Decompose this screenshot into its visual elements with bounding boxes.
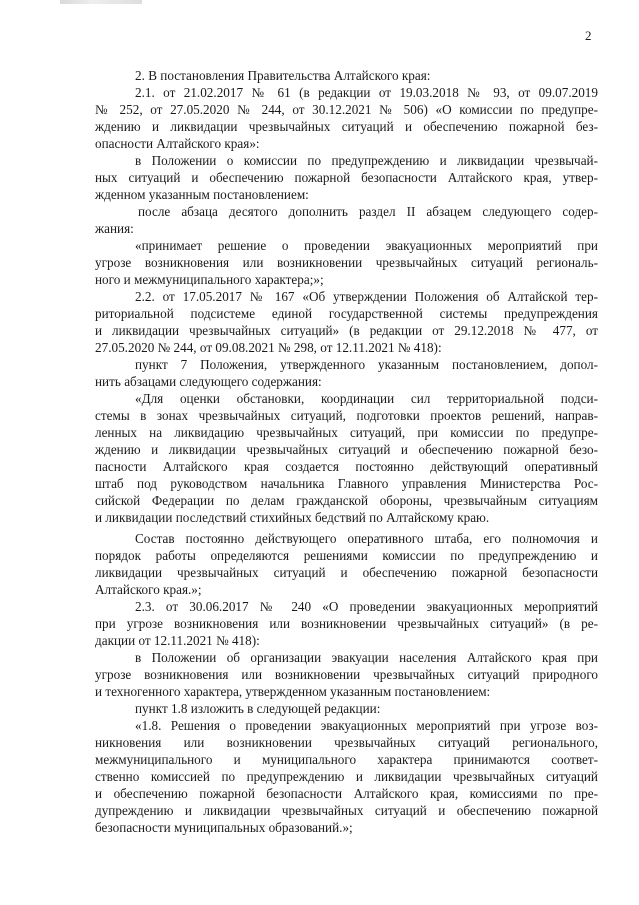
text-line: 2.1. от 21.02.2017 № 61 (в редакции от 19.03.2018 № 93, от 09.07.2019 — [135, 85, 598, 100]
text-line: 2.3. от 30.06.2017 № 240 «О проведении эвакуационных мероприятий — [135, 599, 598, 614]
text-line: жденном указанным постановлением: — [95, 187, 309, 202]
text-line: 27.05.2020 № 244, от 09.08.2021 № 298, от 12.11.2021 № 418): — [95, 340, 442, 355]
text-line: и ликвидации последствий стихийных бедствий по Алтайскому краю. — [95, 510, 490, 525]
text-line: и техногенного характера, утвержденном указанным постановлением: — [95, 684, 491, 699]
text-line: межмуниципального и муниципального характера принимаются соответ- — [95, 752, 598, 767]
text-line: ликвидации чрезвычайных ситуаций и обеспечению пожарной безопасности — [95, 565, 598, 580]
text-line: «1.8. Решения о проведении эвакуационных мероприятий при угрозе воз- — [135, 718, 598, 733]
page-number: 2 — [585, 28, 592, 43]
text-line: в Положении об организации эвакуации населения Алтайского края при — [135, 650, 598, 665]
text-line: риториальной подсистеме единой государственной системы предупреждения — [95, 306, 598, 321]
text-line: жания: — [95, 221, 134, 236]
text-line: стемы в зонах чрезвычайных ситуаций, подготовки проектов решений, направ- — [95, 408, 598, 423]
text-line: ного и межмуниципального характера;»; — [95, 272, 324, 287]
text-line: опасности Алтайского края»: — [95, 136, 260, 151]
text-line: нить абзацами следующего содержания: — [95, 374, 322, 389]
text-line: пасности Алтайского края создается постоянно действующий оперативный — [95, 459, 598, 474]
text-line: Состав постоянно действующего оперативного штаба, его полномочия и — [135, 531, 598, 546]
text-line: пункт 1.8 изложить в следующей редакции: — [135, 701, 381, 716]
text-line: «принимает решение о проведении эвакуационных мероприятий при — [135, 238, 598, 253]
text-line: штаб под руководством начальника Главного управления Министерства Рос- — [95, 476, 598, 491]
text-line: при угрозе возникновения или возникновении чрезвычайных ситуаций» (в ре- — [95, 616, 598, 631]
text-line: ждению и ликвидации чрезвычайных ситуаций и обеспечению пожарной безо- — [95, 442, 598, 457]
text-line: ждению и ликвидации чрезвычайных ситуаций и обеспечению пожарной без- — [95, 119, 598, 134]
text-line: в Положении о комиссии по предупреждению и ликвидации чрезвычай- — [135, 153, 598, 168]
text-line: угрозе возникновения или возникновении чрезвычайных ситуаций природного — [95, 667, 598, 682]
scan-artifact — [60, 0, 142, 4]
text-line: Алтайского края.»; — [95, 582, 202, 597]
text-line: «Для оценки обстановки, координации сил территориальной подси- — [135, 391, 598, 406]
text-line: 2. В постановления Правительства Алтайского края: — [135, 68, 431, 83]
text-line: после абзаца десятого дополнить раздел II абзацем следующего содер- — [138, 204, 598, 219]
text-line: ных ситуаций и обеспечению пожарной безопасности Алтайского края, утвер- — [95, 170, 598, 185]
text-line: дакции от 12.11.2021 № 418): — [95, 633, 260, 648]
text-line: дупреждению и ликвидации чрезвычайных ситуаций и обеспечению пожарной — [95, 803, 598, 818]
text-line: порядок работы определяются решениями комиссии по предупреждению и — [95, 548, 598, 563]
text-line: 2.2. от 17.05.2017 № 167 «Об утверждении Положения об Алтайской тер- — [135, 289, 598, 304]
text-line: ственно комиссией по предупреждению и ликвидации чрезвычайных ситуаций — [95, 769, 598, 784]
text-line: ленных на ликвидацию чрезвычайных ситуаций, при комиссии по предупре- — [95, 425, 598, 440]
text-line: безопасности муниципальных образований.»; — [95, 820, 353, 835]
text-line: пункт 7 Положения, утвержденного указанным постановлением, допол- — [135, 357, 598, 372]
text-line: угрозе возникновения или возникновении чрезвычайных ситуаций региональ- — [95, 255, 598, 270]
text-line: № 252, от 27.05.2020 № 244, от 30.12.2021 № 506) «О комиссии по предупре- — [95, 102, 598, 117]
text-line: и обеспечению пожарной безопасности Алтайского края, комиссиями по пре- — [95, 786, 598, 801]
text-line: сийской Федерации по делам гражданской обороны, чрезвычайным ситуациям — [95, 493, 598, 508]
text-line: никновения или возникновении чрезвычайных ситуаций регионального, — [95, 735, 598, 750]
text-line: и ликвидации чрезвычайных ситуаций» (в редакции от 29.12.2018 № 477, от — [95, 323, 598, 338]
